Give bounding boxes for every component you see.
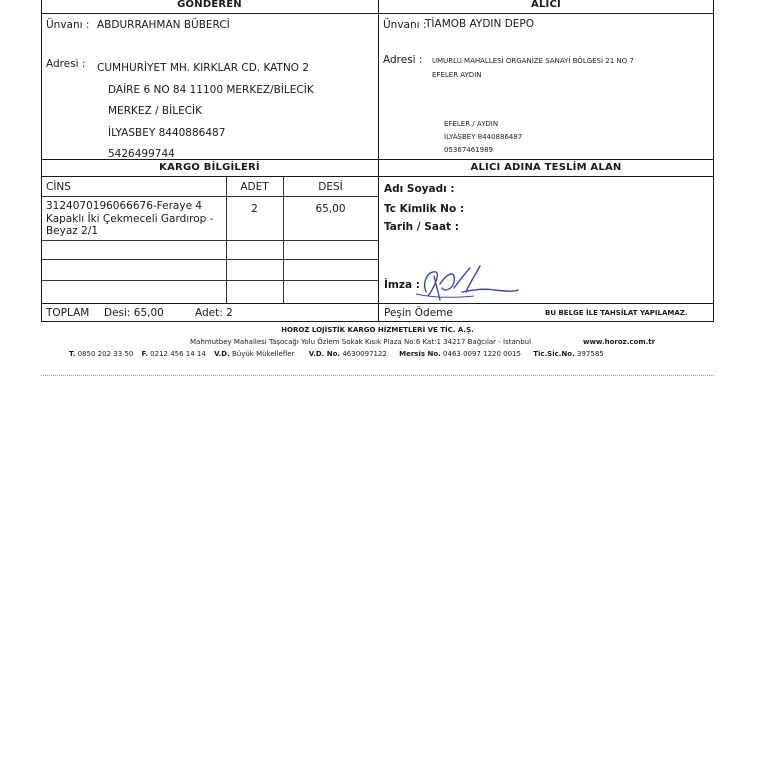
sender-title-value: ABDURRAHMAN BÜBERCİ <box>97 19 230 31</box>
cargo-item-line: 3124070196066676-Feraye 4 <box>46 200 203 212</box>
cargo-item-line: Kapaklı İki Çekmeceli Gardırop - <box>46 212 214 225</box>
sender-address-line: CUMHURİYET MH. KIRKLAR CD. KATNO 2 <box>97 62 310 74</box>
total-desi: Desi: 65,00 <box>104 307 164 319</box>
id-label: Tc Kimlik No : <box>384 203 465 215</box>
footer-address: Mahmutbey Mahallesi Taşocağı Yolu Özlem Sokak Kısık Plaza No:6 Kat:1 34217 Bağcılar - İstanbul <box>190 338 532 346</box>
payment-type: Peşin Ödeme <box>384 307 453 319</box>
vd-label: V.D. <box>214 350 230 358</box>
receiver-district: EFELER / AYDIN <box>444 120 499 128</box>
sender-phone: 5426499744 <box>108 148 175 160</box>
sender-header: GÖNDEREN <box>177 0 242 10</box>
cargo-row-line <box>41 240 378 241</box>
cargo-header-bottom <box>41 176 714 177</box>
total-row-line <box>41 303 714 304</box>
total-label: TOPLAM <box>46 307 90 319</box>
sender-address-label: Adresi : <box>46 58 86 70</box>
sender-address <box>97 58 314 166</box>
cargo-col-header-line <box>41 196 378 197</box>
receiver-address-line: EFELER AYDIN <box>432 71 482 79</box>
date-label: Tarih / Saat : <box>384 221 459 233</box>
cut-line <box>41 375 714 376</box>
ticsic-value: 397585 <box>577 350 604 358</box>
receiver-extra <box>444 118 522 157</box>
cargo-col-divider <box>283 177 284 303</box>
sender-address-line: MERKEZ / BİLECİK <box>108 105 203 117</box>
ticsic-label: Tic.Sic.No. <box>533 350 575 358</box>
header-bottom-line <box>41 13 714 14</box>
col-adet: ADET <box>240 181 269 193</box>
footer-website: www.horoz.com.tr <box>583 338 656 346</box>
phone-value: 0850 202 33 50 <box>77 350 134 358</box>
sender-title-label: Ünvanı : <box>46 19 90 31</box>
footer-details <box>69 350 604 358</box>
collection-note: BU BELGE İLE TAHSİLAT YAPILAMAZ. <box>545 309 688 317</box>
name-label: Adı Soyadı : <box>384 183 455 195</box>
footer-company: HOROZ LOJİSTİK KARGO HİZMETLERİ VE TİC. A.Ş. <box>281 326 474 334</box>
cargo-row-line <box>41 280 378 281</box>
receiver-phone: 05367461989 <box>444 146 493 154</box>
receiver-branch: İLYASBEY 8440886487 <box>444 133 523 141</box>
cargo-item-line: Beyaz 2/1 <box>46 225 99 237</box>
cargo-item-desi: 65,00 <box>315 203 346 215</box>
delivery-header: ALICI ADINA TESLİM ALAN <box>470 162 622 173</box>
signature-label: İmza : <box>384 279 420 291</box>
fax-label: F. <box>141 350 148 358</box>
receiver-address-label: Adresi : <box>383 54 423 66</box>
cargo-header: KARGO BİLGİLERİ <box>159 162 260 173</box>
center-divider <box>378 0 379 322</box>
fax-value: 0212 456 14 14 <box>150 350 206 358</box>
cargo-item-description <box>46 200 213 238</box>
vdno-value: 4630097122 <box>342 350 387 358</box>
total-adet: Adet: 2 <box>195 307 233 319</box>
receiver-title-label: Ünvanı : <box>383 19 427 31</box>
mersis-value: 0463 0097 1220 0015 <box>443 350 521 358</box>
cargo-col-divider <box>226 177 227 303</box>
sender-address-line: DAİRE 6 NO 84 11100 MERKEZ/BİLECİK <box>108 83 314 96</box>
sender-address-line: İLYASBEY 8440886487 <box>108 126 226 139</box>
cargo-item-adet: 2 <box>251 203 258 215</box>
receiver-title-value: TİAMOB AYDIN DEPO <box>425 18 535 30</box>
cargo-row-line <box>41 259 378 260</box>
signature-icon <box>414 262 524 304</box>
receiver-header: ALICI <box>531 0 561 10</box>
receiver-address <box>432 54 634 82</box>
vdno-label: V.D. No. <box>308 350 341 358</box>
phone-label: T. <box>69 350 76 358</box>
col-cins: CİNS <box>46 181 71 193</box>
col-desi: DESİ <box>318 181 343 193</box>
receiver-address-line: UMURLU MAHALLESİ ORGANİZE SANAYİ BÖLGESİ 21 NO 7 <box>432 57 634 65</box>
mersis-label: Mersis No. <box>399 350 441 358</box>
vd-value: Büyük Mükellefler <box>231 350 295 358</box>
